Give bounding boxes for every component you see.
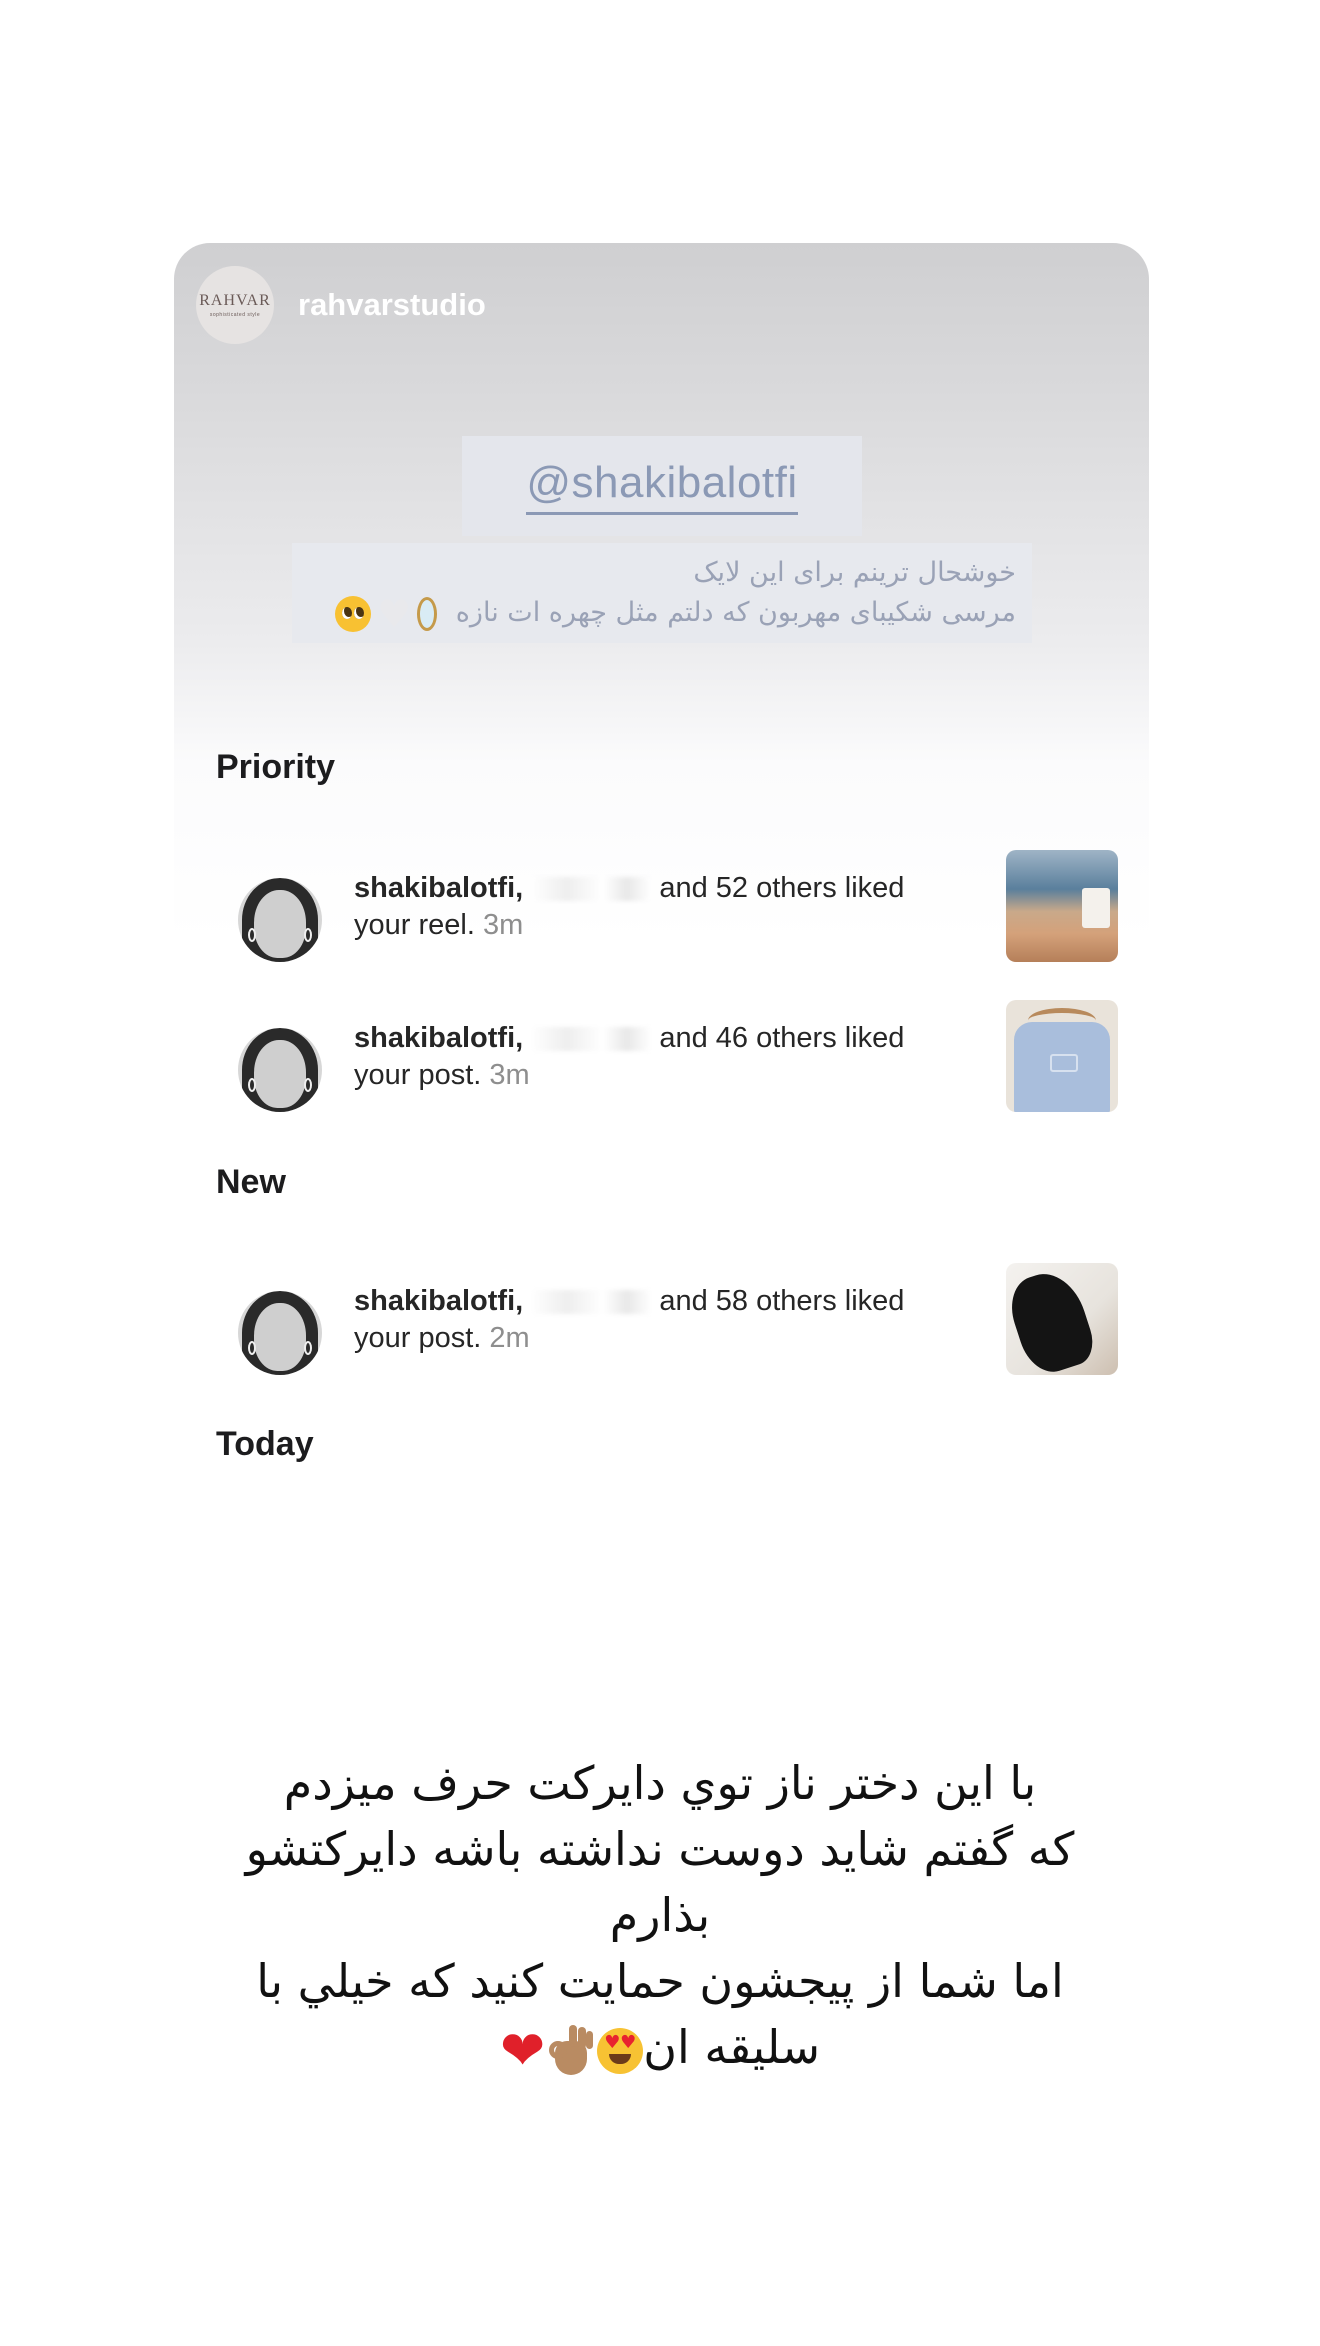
caption-emojis bbox=[335, 591, 437, 636]
notification-text: shakibalotfi, and 58 others liked your post. 2m bbox=[354, 1285, 905, 1354]
notification-message: and 52 others liked your reel. bbox=[354, 872, 905, 941]
avatar[interactable] bbox=[238, 1291, 322, 1375]
pleading-face-icon bbox=[335, 596, 371, 632]
section-title-priority: Priority bbox=[216, 748, 336, 786]
story-text-line-3: اما شما از پيجشون حمايت كنيد كه خيلي با سليقه ان bbox=[256, 1954, 1064, 2074]
notification-message: and 46 others liked your post. bbox=[354, 1022, 905, 1091]
account-name[interactable]: rahvarstudio bbox=[298, 287, 486, 322]
avatar[interactable] bbox=[238, 878, 322, 962]
notification-text: shakibalotfi, and 52 others liked your reel. 3m bbox=[354, 872, 905, 941]
caption-line-2: مرسی شکیبای مهربون که دلتم مثل چهره ات نازه bbox=[455, 597, 1016, 628]
notification-username[interactable]: shakibalotfi bbox=[354, 1022, 516, 1054]
notification-row[interactable] bbox=[238, 1263, 1118, 1375]
avatar-logo-subtext: sophisticated style bbox=[209, 312, 261, 318]
avatar[interactable] bbox=[238, 1028, 322, 1112]
redacted-username bbox=[531, 1027, 651, 1051]
mention-sticker[interactable] bbox=[462, 436, 862, 536]
story-text-line-3-wrap bbox=[240, 1948, 1080, 2080]
notification-time: 3m bbox=[489, 1059, 530, 1091]
shared-screenshot-card bbox=[174, 243, 1149, 1493]
red-heart-icon: ❤ bbox=[499, 2018, 546, 2082]
avatar-logo-text: RAHVAR bbox=[199, 292, 271, 309]
notification-message: and 58 others liked your post. bbox=[354, 1285, 905, 1354]
post-thumbnail-shirt[interactable] bbox=[1006, 1000, 1118, 1112]
caption-line-2-wrap bbox=[308, 593, 1016, 634]
story-text-line-1: با این دختر ناز توي دايركت حرف ميزدم bbox=[283, 1756, 1037, 1810]
reel-thumbnail[interactable] bbox=[1006, 850, 1118, 962]
post-thumbnail-dress[interactable] bbox=[1006, 1263, 1118, 1375]
story-header bbox=[196, 265, 486, 345]
notification-username[interactable]: shakibalotfi bbox=[354, 1285, 516, 1317]
section-title-today: Today bbox=[216, 1425, 314, 1463]
notification-time: 2m bbox=[489, 1322, 530, 1354]
notification-username[interactable]: shakibalotfi bbox=[354, 872, 516, 904]
redacted-username bbox=[531, 1290, 651, 1314]
notification-row[interactable] bbox=[238, 1000, 1118, 1112]
mention-text: @shakibalotfi bbox=[526, 458, 797, 515]
story-text bbox=[240, 1750, 1080, 2080]
notification-text: shakibalotfi, and 46 others liked your post. 3m bbox=[354, 1022, 905, 1091]
notification-time: 3m bbox=[482, 909, 524, 941]
heart-eyes-icon bbox=[597, 2028, 643, 2074]
notification-row[interactable] bbox=[238, 850, 1118, 962]
caption-box bbox=[292, 543, 1032, 643]
section-title-new: New bbox=[216, 1163, 286, 1201]
account-avatar[interactable] bbox=[196, 266, 274, 344]
caption-line-1: خوشحال ترینم برای این لایک bbox=[693, 557, 1016, 588]
mirror-icon bbox=[417, 597, 437, 631]
story-text-line-2: كه گفتم شايد دوست نداشته باشه دايركتشو بذارم bbox=[245, 1822, 1075, 1942]
ok-hand-icon bbox=[549, 2025, 593, 2077]
white-heart-icon: ♥ bbox=[377, 591, 412, 636]
story-end-emojis bbox=[499, 2018, 643, 2082]
redacted-username bbox=[531, 877, 651, 901]
